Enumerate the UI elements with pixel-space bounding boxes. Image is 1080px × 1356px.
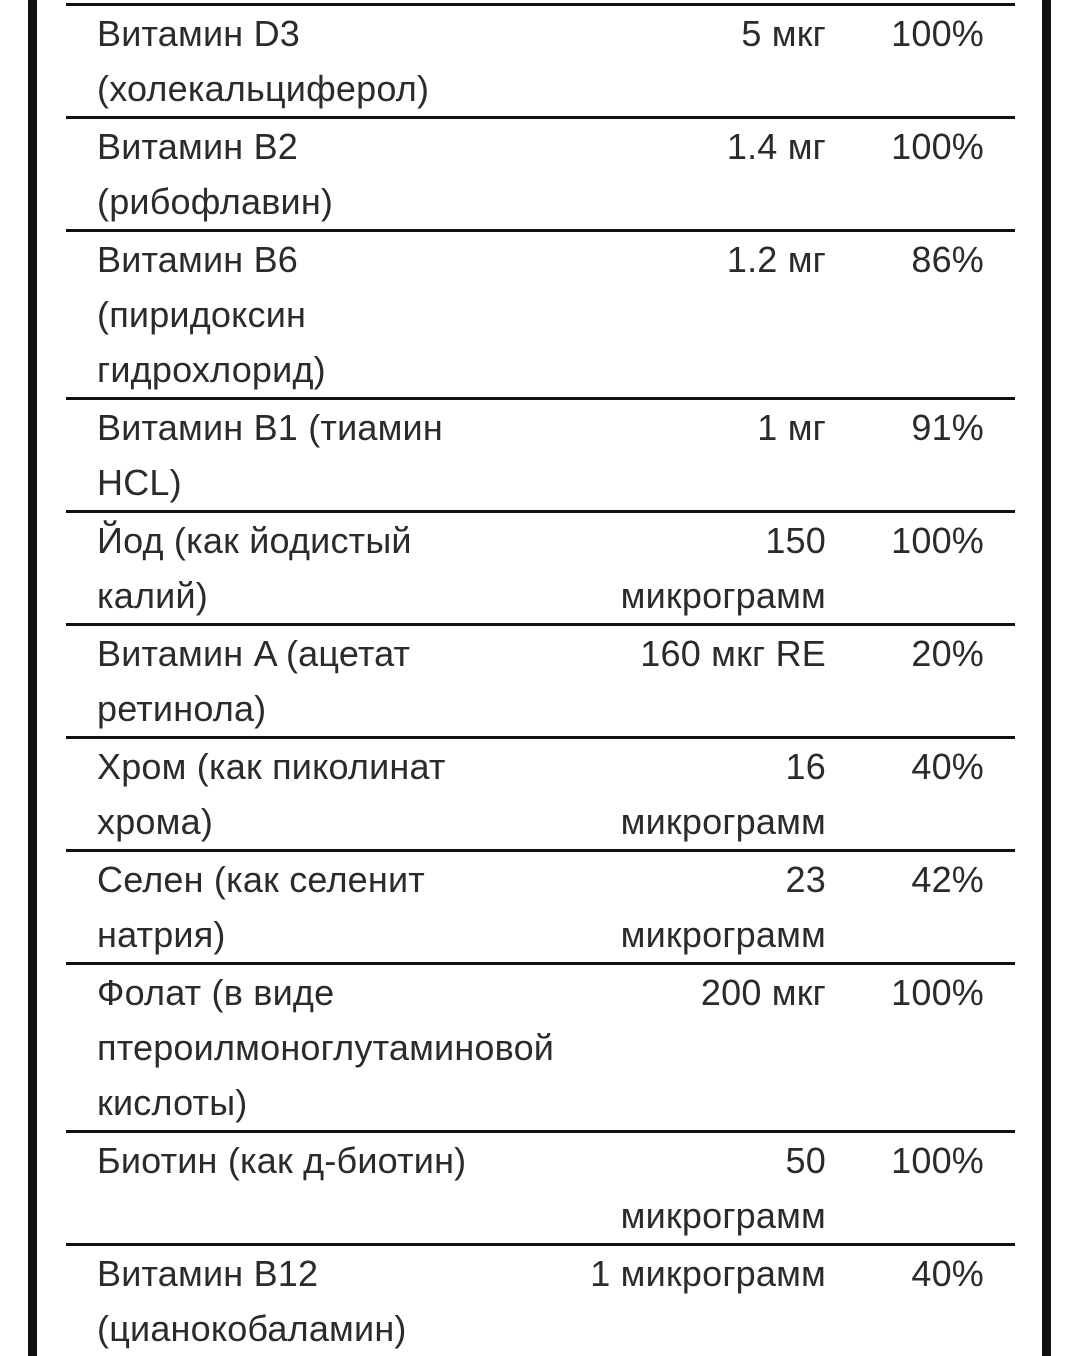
nutrient-amount: 1.2 мг	[726, 239, 826, 280]
nutrient-name: Фолат (в виде птероилмоноглутаминовой кислоты)	[97, 972, 555, 1123]
nutrient-amount: 1 микрограмм	[590, 1253, 826, 1294]
nutrient-amount: 200 мкг	[700, 972, 826, 1013]
nutrient-name: Селен (как селенит натрия)	[97, 859, 425, 955]
nutrient-amount: 5 мкг	[741, 13, 826, 54]
nutrient-name: Витамин A (ацетат ретинола)	[97, 633, 411, 729]
nutrient-amount: 1.4 мг	[726, 126, 826, 167]
daily-value-percent: 40%	[911, 1253, 984, 1294]
table-border-left	[28, 0, 37, 1356]
nutrient-name: Витамин B1 (тиамин HCL)	[97, 407, 443, 503]
nutrient-amount: 23 микрограмм	[620, 859, 826, 955]
nutrient-name: Витамин D3 (холекальциферол)	[97, 13, 430, 109]
daily-value-percent: 42%	[911, 859, 984, 900]
nutrient-name: Биотин (как д-биотин)	[97, 1140, 467, 1181]
nutrient-name: Хром (как пиколинат хрома)	[97, 746, 446, 842]
daily-value-percent: 86%	[911, 239, 984, 280]
nutrient-amount: 50 микрограмм	[620, 1140, 826, 1236]
nutrient-name: Витамин B6 (пиридоксин гидрохлорид)	[97, 239, 326, 390]
daily-value-percent: 100%	[891, 13, 984, 54]
nutrient-name: Витамин B12 (цианокобаламин)	[97, 1253, 407, 1349]
nutrient-name: Витамин B2 (рибофлавин)	[97, 126, 334, 222]
nutrient-amount: 16 микрограмм	[620, 746, 826, 842]
nutrient-amount: 150 микрограмм	[620, 520, 826, 616]
daily-value-percent: 100%	[891, 972, 984, 1013]
nutrient-amount: 160 мкг RE	[640, 633, 826, 674]
daily-value-percent: 40%	[911, 746, 984, 787]
nutrient-amount: 1 мг	[757, 407, 826, 448]
daily-value-percent: 91%	[911, 407, 984, 448]
daily-value-percent: 20%	[911, 633, 984, 674]
daily-value-percent: 100%	[891, 126, 984, 167]
nutrient-name: Йод (как йодистый калий)	[97, 520, 412, 616]
daily-value-percent: 100%	[891, 1140, 984, 1181]
table-border-right	[1042, 0, 1051, 1356]
daily-value-percent: 100%	[891, 520, 984, 561]
